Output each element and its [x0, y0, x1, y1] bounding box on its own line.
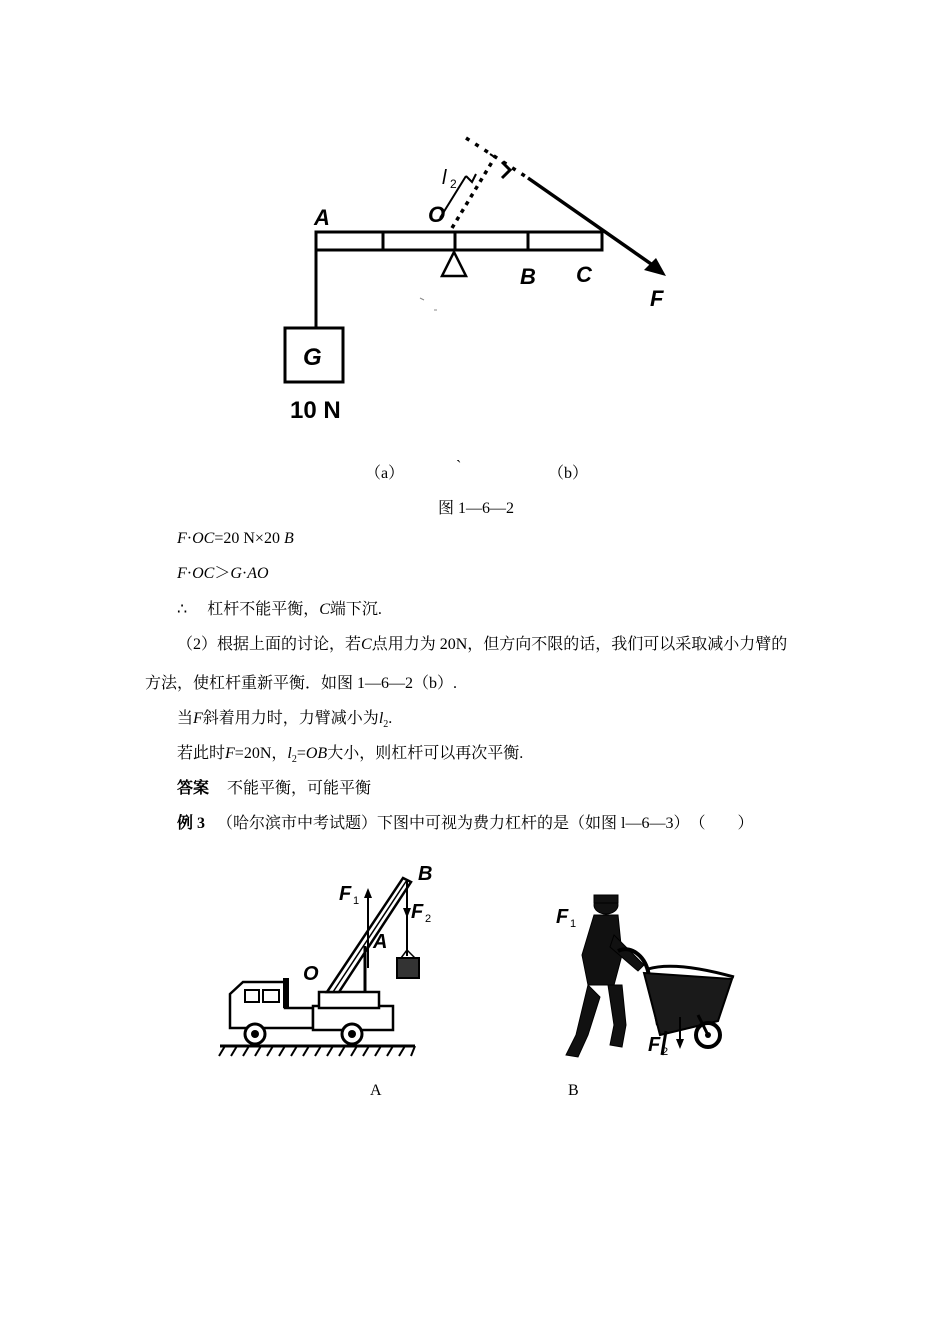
barrow-F1-label: F	[556, 906, 569, 928]
weight-value: 10 N	[290, 397, 341, 424]
crane-B-label: B	[418, 863, 433, 885]
example-3-line: 例 3 （哈尔滨市中考试题）下图中可视为费力杠杆的是（如图 l—6—3） （ ）	[177, 815, 754, 832]
force-line	[528, 178, 654, 266]
option-A-caption: A	[370, 1082, 382, 1099]
lever-bar	[316, 232, 602, 250]
label-C: C	[576, 262, 592, 287]
subfigure-a-label: （a）	[365, 465, 405, 482]
svg-text:2: 2	[425, 913, 432, 925]
label-B: B	[520, 264, 536, 289]
svg-text:1: 1	[570, 918, 577, 930]
lever-diagram	[270, 120, 690, 430]
conclusion-line: ∴ 杠杆不能平衡，C端下沉.	[177, 601, 382, 618]
tick-mark: `	[456, 458, 462, 475]
paragraph-3: 当F斜着用力时，力臂减小为$l_2$.	[177, 710, 393, 731]
label-l2: l	[442, 167, 447, 189]
paragraph-2-line-1: （2）根据上面的讨论，若C点用力为 20N，但方向不限的话，我们可以采取减小力臂的	[177, 636, 788, 653]
crane-A-label: A	[373, 931, 388, 953]
wheelbarrow-tray	[644, 973, 732, 1035]
equation-2: F·OC＞G·AO	[177, 565, 269, 582]
crane-F1-label: F	[339, 883, 352, 905]
crane-figure	[215, 858, 433, 1063]
subfigure-b-label: （b）	[548, 465, 589, 482]
label-O: O	[428, 202, 446, 227]
equation-1: F·OC=20 N×20 B	[177, 530, 294, 547]
crane-load	[397, 958, 419, 978]
label-A: A	[314, 205, 330, 230]
figure-caption: 图 1—6—2	[438, 500, 515, 517]
paragraph-4: 若此时F=20N，$l_2=OB$大小，则杠杆可以再次平衡.	[177, 745, 524, 766]
paragraph-2-line-2: 方法，使杠杆重新平衡．如图 1—6—2（b）.	[145, 675, 458, 692]
weight-label: G	[303, 344, 322, 371]
crane-F2-label: F	[411, 901, 424, 923]
crane-O-label: O	[303, 963, 319, 985]
svg-text:1: 1	[353, 895, 360, 907]
svg-text:2: 2	[662, 1046, 669, 1058]
label-F: F	[650, 286, 664, 311]
barrow-F2-label: F	[648, 1034, 661, 1056]
label-l2-sub: 2	[450, 177, 457, 191]
fulcrum-triangle	[442, 252, 466, 276]
wheelbarrow-figure	[548, 885, 748, 1065]
truck-cab	[230, 982, 313, 1028]
option-B-caption: B	[568, 1082, 579, 1099]
worker-silhouette	[566, 895, 644, 1057]
answer-line: 答案 不能平衡，可能平衡	[177, 780, 372, 797]
